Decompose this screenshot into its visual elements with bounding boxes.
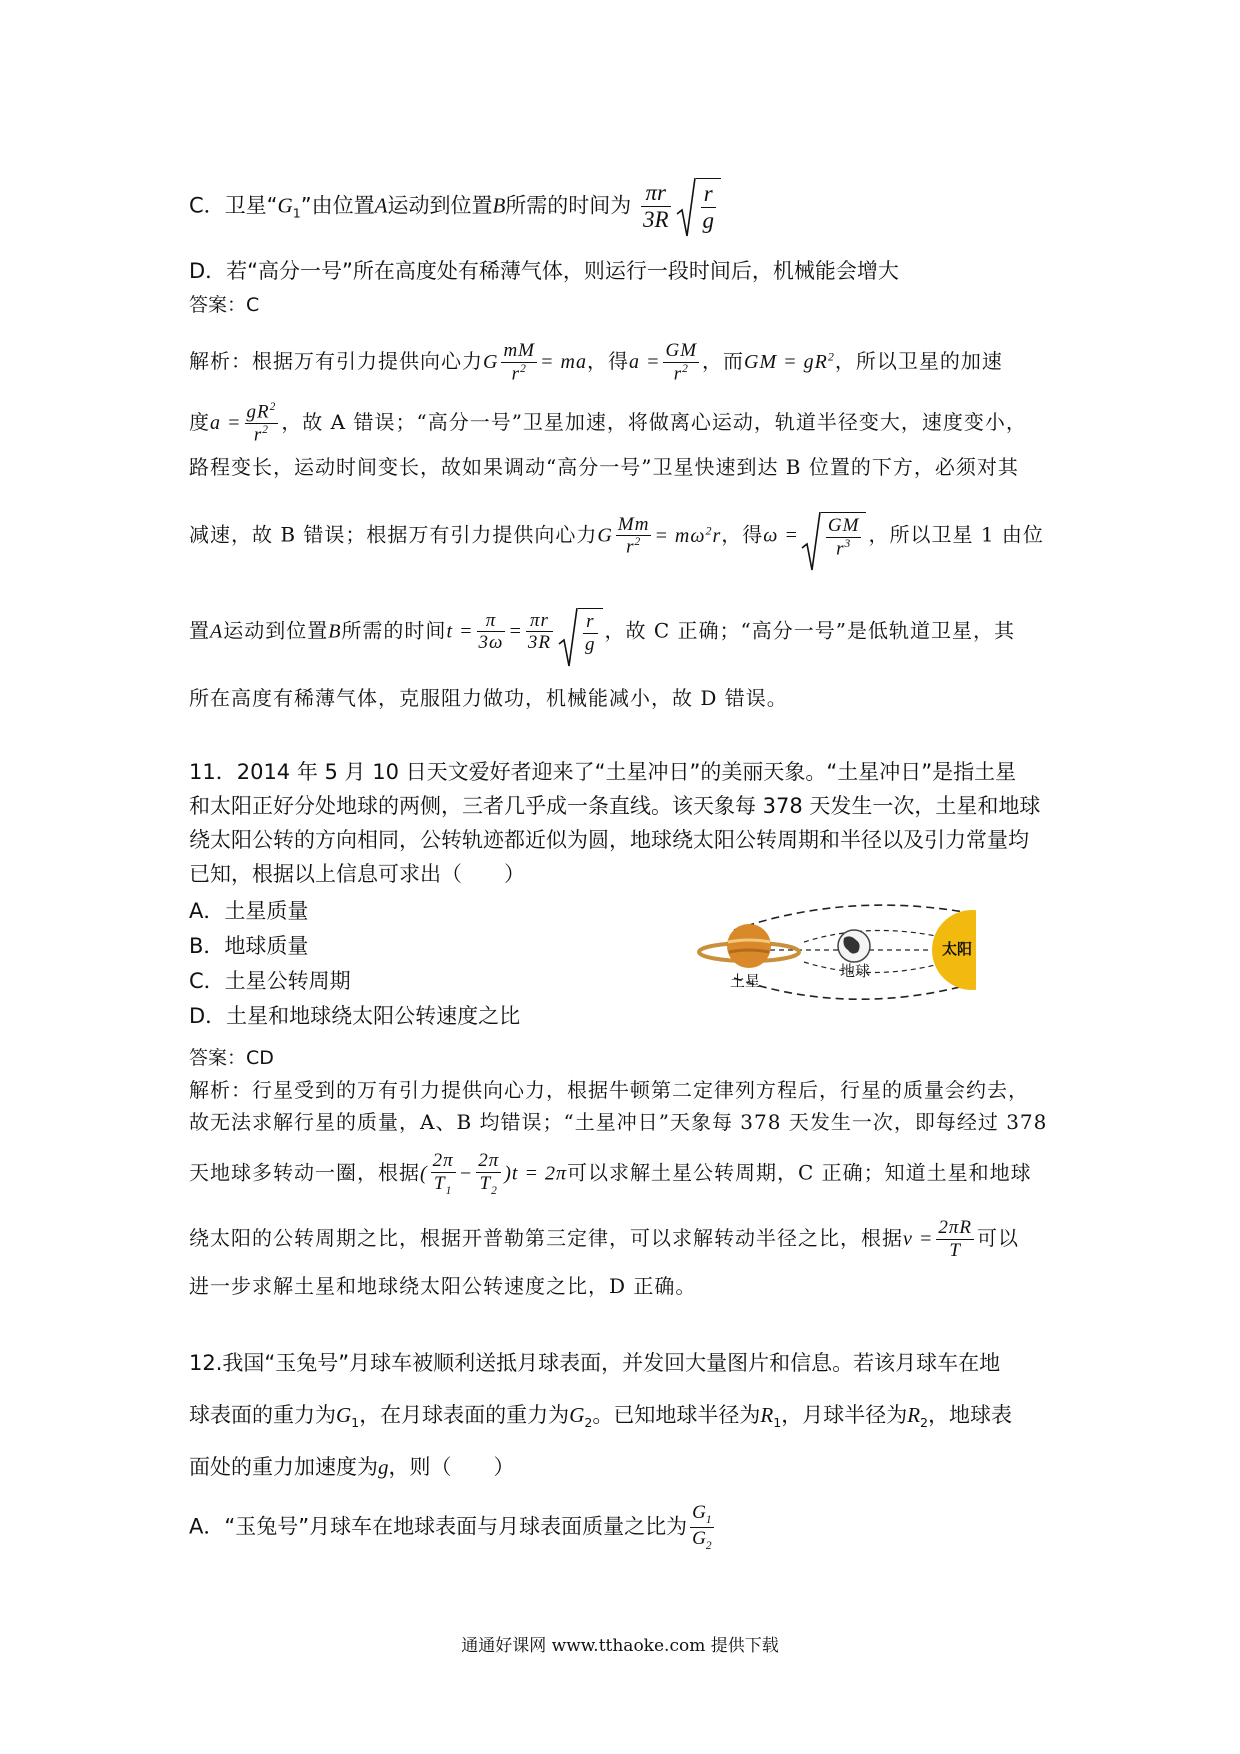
q10-solution-line-5: 置A运动到位置B所需的时间t = $\frac{\pi}{3\omega}$ = $\frac{\pi r}{3R}$ $\frac{r}{g}$ ，故 C 正确；“高分一号”是低轨道卫星，其 — [189, 608, 1015, 656]
q10-answer: 答案：C — [189, 294, 260, 316]
q11-solution-line-3: 天地球多转动一圈，根据( $\frac{2\pi}{T_1}$ − $\frac{2\pi}{T_2}$ )t = 2π可以求解土星公转周期，C 正确；知道土星和地球 — [189, 1150, 1032, 1197]
q11-stem-line-2: 和太阳正好分处地球的两侧，三者几乎成一条直线。该天象每 378 天发生一次，土星和地球 — [189, 794, 1041, 818]
q12-stem-line-3: 面处的重力加速度为g，则（ ） — [189, 1455, 515, 1479]
q10-option-d: D．若“高分一号”所在高度处有稀薄气体，则运行一段时间后，机械能会增大 — [189, 259, 899, 283]
q10-solution-line-6: 所在高度有稀薄气体，克服阻力做功，机械能减小，故 D 错误。 — [189, 686, 788, 710]
page-footer: 通通好课网 www.tthaoke.com 提供下载 — [461, 1636, 779, 1656]
q11-answer: 答案：CD — [189, 1047, 274, 1069]
q12-stem-line-2: 球表面的重力为$G_1$，在月球表面的重力为$G_2$。已知地球半径为$R_1$，月球半径为$R_2$，地球表 — [189, 1403, 1013, 1431]
saturn-shape — [727, 924, 771, 968]
q11-option-a: A．土星质量 — [189, 899, 309, 923]
q12-option-a: A．“玉兔号”月球车在地球表面与月球表面质量之比为 $\frac{G_1}{G_2}$ — [189, 1502, 712, 1552]
q11-option-b: B．地球质量 — [189, 934, 309, 958]
q11-option-d: D．土星和地球绕太阳公转速度之比 — [189, 1004, 521, 1028]
q11-option-c: C．土星公转周期 — [189, 969, 351, 993]
sqrt-r-over-g: $\frac{r}{g}$ — [676, 178, 722, 235]
q12-stem-line-1: 12.我国“玉兔号”月球车被顺利送抵月球表面，并发回大量图片和信息。若该月球车在地 — [189, 1351, 1001, 1375]
q11-solution-line-1: 解析：行星受到的万有引力提供向心力，根据牛顿第二定律列方程后，行星的质量会约去， — [189, 1078, 1029, 1102]
q11-stem-line-1: 11．2014 年 5 月 10 日天文爱好者迎来了“土星冲日”的美丽天象。“土星冲日”是指土星 — [189, 760, 1017, 784]
q11-stem-line-4: 已知，根据以上信息可求出（ ） — [189, 862, 525, 886]
q11-solution-line-2: 故无法求解行星的质量，A、B 均错误；“土星冲日”天象每 378 天发生一次，即每经过 378 — [189, 1110, 1048, 1134]
q10-solution-line-4: 减速，故 B 错误；根据万有引力提供向心力G $\frac{Mm}{r^2}$ = $m\omega^2r$，得ω = $\frac{GM}{r^3}$ ，所以卫星 1 由位 — [189, 512, 1044, 560]
q10-solution-line-3: 路程变长，运动时间变长，故如果调动“高分一号”卫星快速到达 B 位置的下方，必须对其 — [189, 455, 1019, 479]
sun-label: 太阳 — [942, 940, 973, 958]
q10-option-c: C．卫星“$G_1$”由位置A运动到位置B所需的时间为 $\frac{\pi r}{3R}$ $\frac{r}{g}$ — [189, 178, 723, 235]
q10-solution-line-1: 解析：根据万有引力提供向心力G $\frac{mM}{r^2}$ = ma，得a = $\frac{GM}{r^2}$ ，而GM = $gR^2$，所以卫星的加速 — [189, 340, 1003, 385]
q11-stem-line-3: 绕太阳公转的方向相同，公转轨迹都近似为圆，地球绕太阳公转周期和半径以及引力常量均 — [189, 828, 1029, 852]
q11-solution-line-5: 进一步求解土星和地球绕太阳公转速度之比，D 正确。 — [189, 1274, 697, 1298]
q11-solution-line-4: 绕太阳的公转周期之比，根据开普勒第三定律，可以求解转动半径之比，根据v = $\frac{2\pi R}{T}$ 可以 — [189, 1217, 1019, 1261]
pi-r-over-3r-fraction: $\frac{\pi r}{3R}$ — [642, 179, 669, 232]
q10-solution-line-2: 度a = $\frac{gR^2}{r^2}$ ，故 A 错误；“高分一号”卫星加速，将做离心运动，轨道半径变大，速度变小， — [189, 401, 1027, 446]
saturn-label: 土星 — [730, 972, 761, 990]
earth-label: 地球 — [840, 962, 871, 980]
saturn-earth-sun-figure — [694, 900, 976, 1000]
